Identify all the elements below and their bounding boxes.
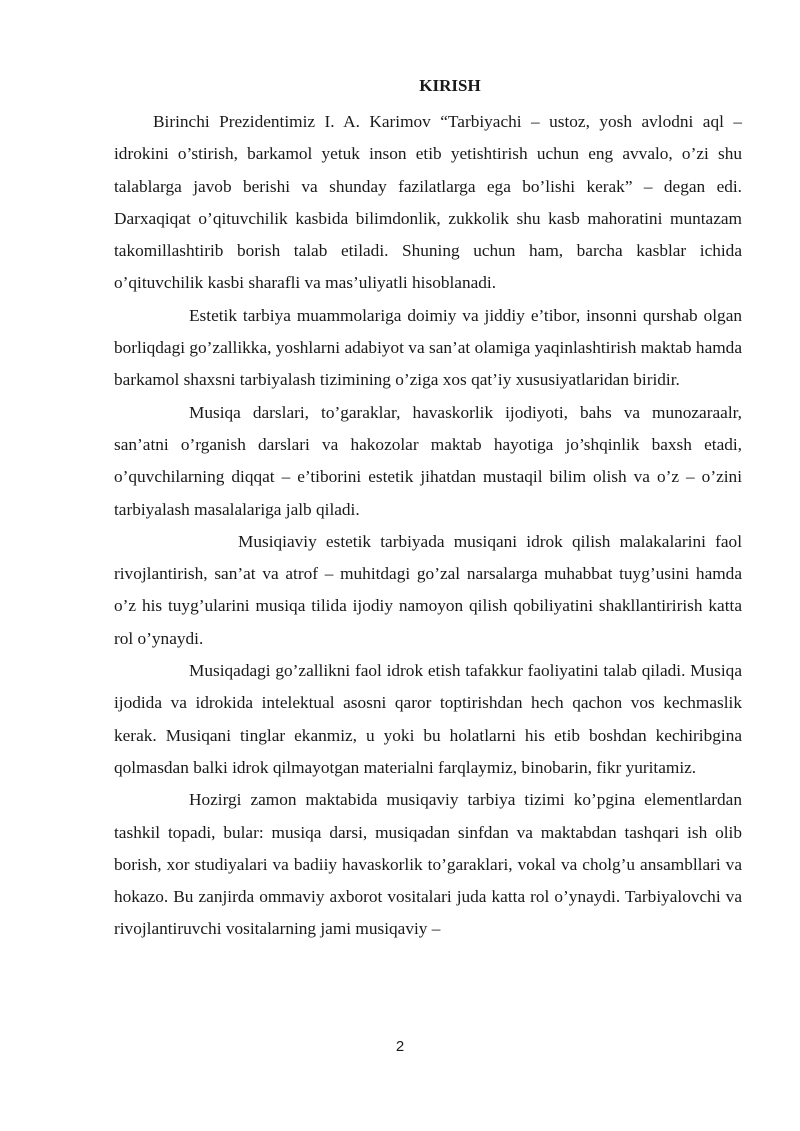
paragraph-modern-school: Hozirgi zamon maktabida musiqaviy tarbiya tizimi ko’pgina elementlardan tashkil topadi, bular: musiqa darsi, musiqadan sinfdan va maktabdan tashqari ish olib borish, xor studiyalari va badiiy havaskorlik to’garaklari, vokal va cholg’u ansambllari va hokazo. Bu zanjirda ommaviy axborot vositalari juda katta rol o’ynaydi. Tarbiyalovchi va rivojlantiruvchi vositalarning jami musiqaviy –	[114, 790, 742, 939]
paragraph-music-perception: Musiqiaviy estetik tarbiyada musiqani idrok qilish malakalarini faol rivojlantirish, san’at va atrof – muhitdagi go’zal narsalarga muhabbat tuyg’usini hamda o’z his tuyg’ularini musiqa tilida ijodiy namoyon qilish qobiliyatini shakllantirirish katta rol o’ynaydi.	[114, 531, 742, 648]
page-title: KIRISH	[419, 76, 481, 95]
paragraph-aesthetic-education: Estetik tarbiya muammolariga doimiy va jiddiy e’tibor, insonni qurshab olgan borliqdagi go’zallikka, yoshlarni adabiyot va san’at olamiga yaqinlashtirish maktab hamda barkamol shaxsni tarbiyalash tizimining o’ziga xos qat’iy xususiyatlaridan biridir.	[114, 305, 742, 390]
paragraph-music-lessons: Musiqa darslari, to’garaklar, havaskorlik ijodiyoti, bahs va munozaraalr, san’atni o’rganish darslari va hakozolar maktab hayotiga jo’shqinlik baxsh etadi, o’quvchilarning diqqat – e’tiborini estetik jihatdan mustaqil bilim olish va o’z – o’zini tarbiyalash masalalariga jalb qiladi.	[114, 402, 742, 519]
paragraph-intro: Birinchi Prezidentimiz I. A. Karimov “Tarbiyachi – ustoz, yosh avlodni aql – idrokini o’stirish, barkamol yetuk inson etib yetishtirish uchun eng avvalo, o’zi shu talablarga javob berishi va shunday fazilatlarga ega bo’lishi kerak” – degan edi. Darxaqiqat o’qituvchilik kasbida bilimdonlik, zukkolik shu kasb mahoratini muntazam takomillashtirib borish talab etiladi. Shuning uchun ham, barcha kasblar ichida o’qituvchilik kasbi sharafli va mas’uliyatli hisoblanadi.	[114, 112, 742, 293]
page-number: 2	[395, 1038, 405, 1055]
paragraph-beauty-in-music: Musiqadagi go’zallikni faol idrok etish tafakkur faoliyatini talab qiladi. Musiqa ijodida va idrokida intelektual asosni qaror toptirishdan hech qachon vos kechmaslik kerak. Musiqani tinglar ekanmiz, u yoki bu holatlarni his etib boshdan kechiribgina qolmasdan balki idrok qilmayotgan materialni farqlaymiz, binobarin, fikr yuritamiz.	[114, 661, 742, 777]
document-body	[114, 106, 742, 946]
